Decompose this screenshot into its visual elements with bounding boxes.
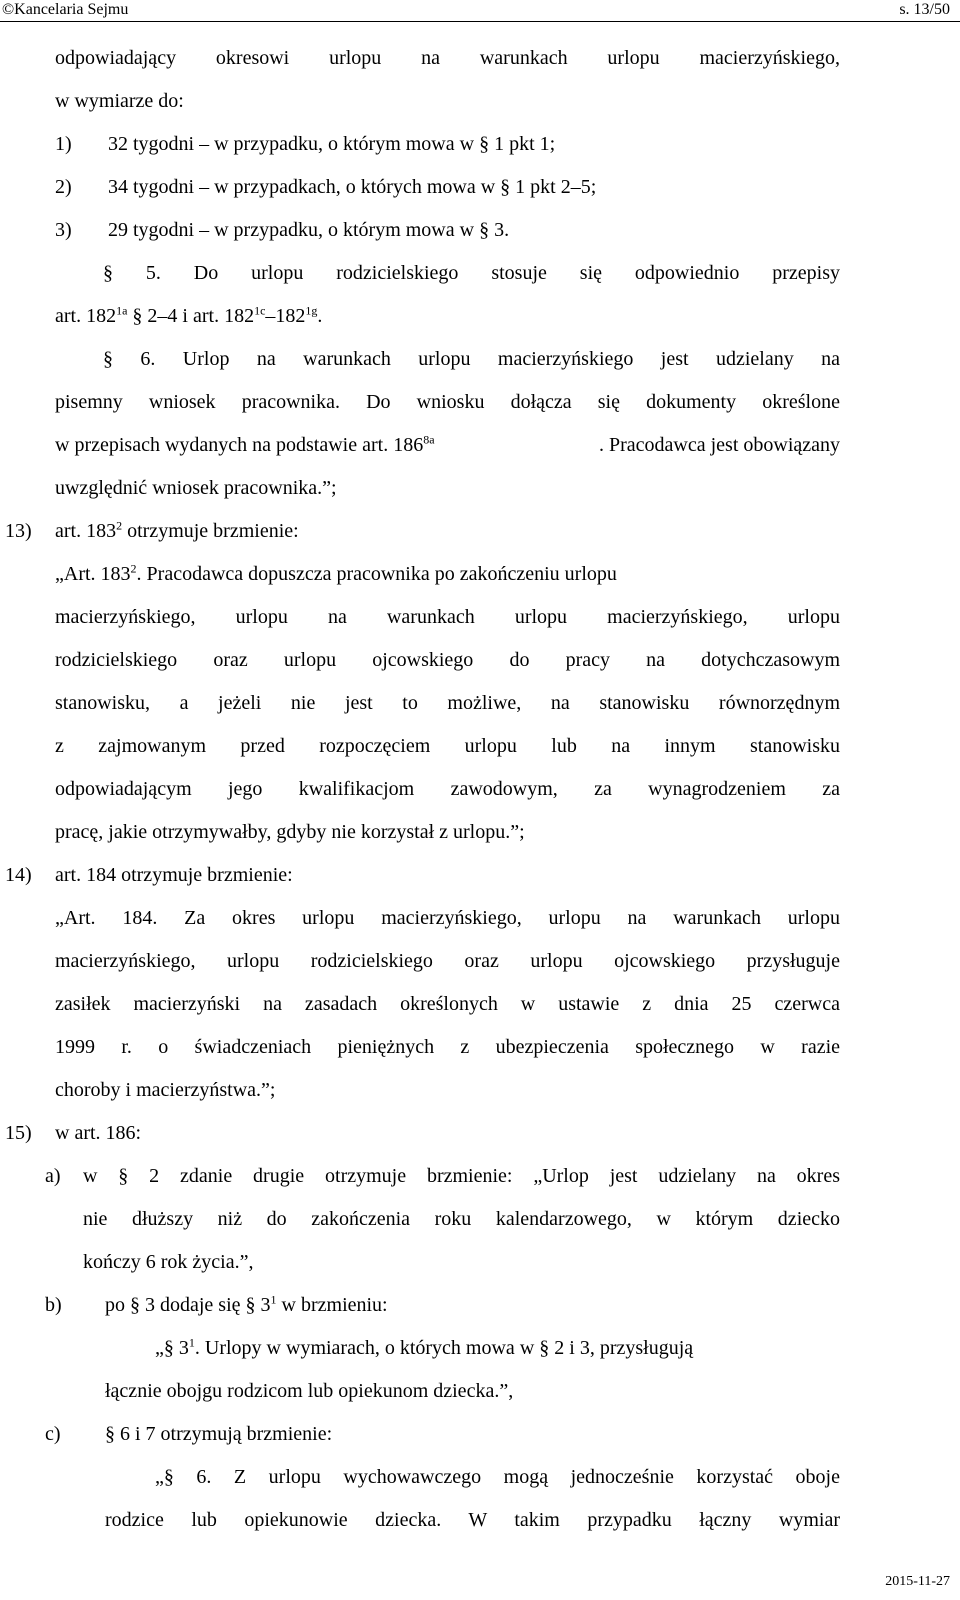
- text-line: art. $182^{1a}$ § 2–4 i art. $182^{1c}-182^{1g}$.: [55, 303, 323, 327]
- text-line: w przepisach wydanych na podstawie art. $186^{8a}$ . Pracodawca jest obowiązany: [55, 432, 840, 456]
- text-line: choroby i macierzyństwa.”;: [55, 1079, 276, 1101]
- text-line: 1999 r. o świadczeniach pieniężnych z ubezpieczenia społecznego w razie: [55, 1036, 840, 1058]
- list-text: 32 tygodni – w przypadku, o którym mowa w § 1 pkt 1;: [108, 133, 556, 155]
- text-line: rodzicielskiego oraz urlopu ojcowskiego do pracy na dotychczasowym: [55, 649, 840, 671]
- article-183-2-first-line: „Art. $183^2$. Pracodawca dopuszcza pracownika po zakończeniu urlopu: [55, 561, 617, 585]
- list-marker: 1): [55, 133, 72, 155]
- list-marker: 3): [55, 219, 72, 241]
- text-line: zasiłek macierzyński na zasadach określonych w ustawie z dnia 25 czerwca: [55, 993, 840, 1015]
- text-line: z zajmowanym przed rozpoczęciem urlopu lub na innym stanowisku: [55, 735, 840, 757]
- paragraph-5: § 5. Do urlopu rodzicielskiego stosuje się odpowiednio przepisy: [103, 262, 840, 284]
- article-184-first-line: „Art. 184. Za okres urlopu macierzyńskiego, urlopu na warunkach urlopu: [55, 907, 840, 929]
- list-marker: 15): [5, 1122, 32, 1144]
- letter-text: po § 3 dodaje się § $3^1$ w brzmieniu:: [105, 1292, 388, 1316]
- letter-marker: c): [45, 1423, 61, 1445]
- list-marker: 2): [55, 176, 72, 198]
- paragraph-6: § 6. Urlop na warunkach urlopu macierzyńskiego jest udzielany na: [103, 348, 840, 370]
- text-line: łącznie obojgu rodzicom lub opiekunom dziecka.”,: [105, 1380, 514, 1402]
- letter-marker: a): [45, 1165, 61, 1187]
- list-text: 29 tygodni – w przypadku, o którym mowa w § 3.: [108, 219, 510, 241]
- text-line: kończy 6 rok życia.”,: [83, 1251, 254, 1273]
- letter-item-a: [45, 1161, 840, 1191]
- footer-date: 2015-11-27: [885, 1574, 950, 1589]
- list-text: 34 tygodni – w przypadkach, o których mowa w § 1 pkt 2–5;: [108, 176, 597, 198]
- text-line: odpowiadającym jego kwalifikacjom zawodowym, za wynagrodzeniem za: [55, 778, 840, 800]
- header-page-number: s. 13/50: [899, 1, 950, 18]
- page-header: [0, 0, 960, 22]
- text-line: pracę, jakie otrzymywałby, gdyby nie korzystał z urlopu.”;: [55, 821, 525, 843]
- paragraph-3-1-first-line: „§ $3^1$. Urlopy w wymiarach, o których mowa w § 2 i 3, przysługują: [155, 1335, 694, 1359]
- text-line: pisemny wniosek pracownika. Do wniosku dołącza się dokumenty określone: [55, 391, 840, 413]
- header-source: ©Kancelaria Sejmu: [2, 1, 129, 18]
- list-marker: 13): [5, 520, 32, 542]
- letter-text: § 6 i 7 otrzymują brzmienie:: [105, 1423, 333, 1445]
- list-text: art. $183^2$ otrzymuje brzmienie:: [55, 518, 299, 542]
- text-line: stanowisku, a jeżeli nie jest to możliwe, na stanowisku równorzędnym: [55, 692, 840, 714]
- text-line: macierzyńskiego, urlopu na warunkach urlopu macierzyńskiego, urlopu: [55, 606, 840, 628]
- text-line: nie dłuższy niż do zakończenia roku kalendarzowego, w którym dziecko: [83, 1208, 840, 1230]
- list-text: art. 184 otrzymuje brzmienie:: [55, 864, 293, 886]
- text-line: rodzice lub opiekunowie dziecka. W takim przypadku łączny wymiar: [105, 1509, 840, 1531]
- paragraph-6-first-line: „§ 6. Z urlopu wychowawczego mogą jednocześnie korzystać oboje: [155, 1466, 840, 1488]
- letter-marker: b): [45, 1294, 62, 1316]
- list-text: w art. 186:: [55, 1122, 142, 1144]
- text-line: macierzyńskiego, urlopu rodzicielskiego oraz urlopu ojcowskiego przysługuje: [55, 950, 840, 972]
- header-divider: [0, 21, 960, 22]
- text-line: uwzględnić wniosek pracownika.”;: [55, 477, 337, 499]
- letter-text: w § 2 zdanie drugie otrzymuje brzmienie: „Urlop jest udzielany na okres: [83, 1165, 840, 1187]
- text-line: w wymiarze do:: [55, 90, 184, 112]
- text-line: odpowiadający okresowi urlopu na warunkach urlopu macierzyńskiego,: [55, 47, 840, 69]
- list-marker: 14): [5, 864, 32, 886]
